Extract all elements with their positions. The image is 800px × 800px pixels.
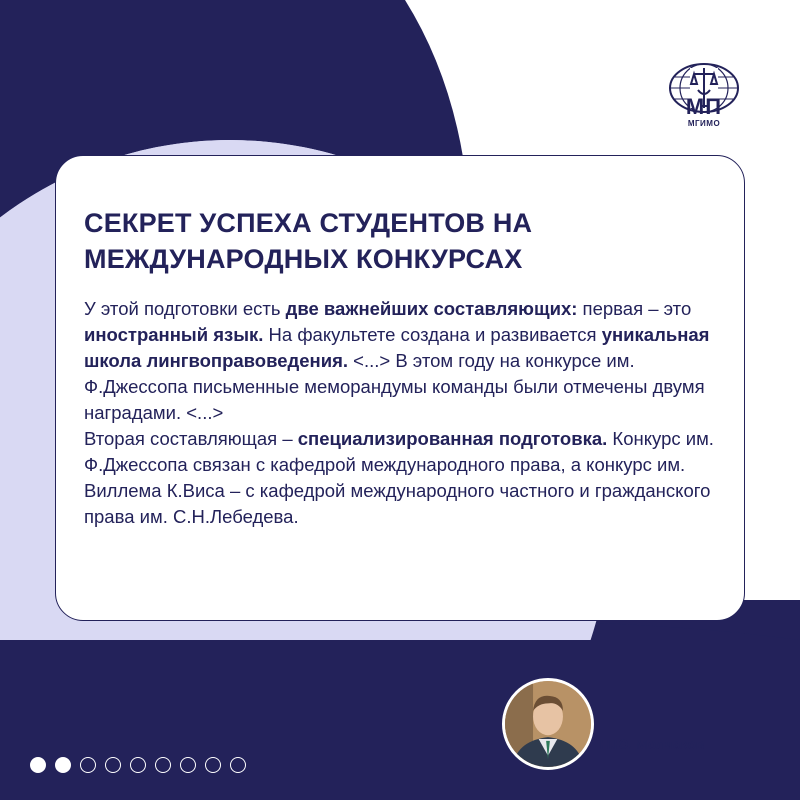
p2-text-1: Вторая составляющая – xyxy=(84,428,298,449)
pagination-dot[interactable] xyxy=(55,757,71,773)
pagination-dot[interactable] xyxy=(105,757,121,773)
p2-text-2: Конкурс им. Ф.Джессопа связан с кафедрой международного права, а конкурс им. Виллема К.Виса – с кафедрой международного частного и гражданского права им. С.Н.Лебедева. xyxy=(84,428,714,527)
card-body xyxy=(84,296,729,530)
author-portrait-icon xyxy=(505,681,591,767)
pagination-dot[interactable] xyxy=(130,757,146,773)
logo-text xyxy=(664,95,744,128)
pagination-dot[interactable] xyxy=(80,757,96,773)
logo-org: МГИМО xyxy=(687,119,721,128)
author-name: Н.Ю. Молчаков xyxy=(600,736,705,752)
p1-text-2: первая – это xyxy=(577,298,692,319)
paragraph-2 xyxy=(84,426,729,530)
p2-bold-1: специализированная подготовка. xyxy=(297,428,608,449)
paragraph-1 xyxy=(84,296,729,426)
pagination-dot[interactable] xyxy=(230,757,246,773)
p1-text-3: На факультете создана и развивается xyxy=(263,324,602,345)
p1-bold-2: иностранный язык. xyxy=(84,324,264,345)
p1-text-1: У этой подготовки есть xyxy=(84,298,286,319)
pagination-dot[interactable] xyxy=(155,757,171,773)
logo-abbr: МП xyxy=(685,94,723,119)
p1-bold-1: две важнейших составляющих: xyxy=(285,298,578,319)
p1-bold-3: уникальная школа лингвоправоведения. xyxy=(84,324,710,371)
pagination-dots xyxy=(30,757,246,777)
card-title xyxy=(84,205,684,277)
author-avatar xyxy=(502,678,594,770)
pagination-dot[interactable] xyxy=(30,757,46,773)
p1-text-4: <...> В этом году на конкурсе им. Ф.Джессопа письменные меморандумы команды были отмечены двумя наградами. <...> xyxy=(84,350,705,423)
card-title-line1: СЕКРЕТ УСПЕХА СТУДЕНТОВ НА xyxy=(84,208,533,238)
card-title-line2: МЕЖДУНАРОДНЫХ КОНКУРСАХ xyxy=(84,244,523,274)
pagination-dot[interactable] xyxy=(180,757,196,773)
pagination-dot[interactable] xyxy=(205,757,221,773)
